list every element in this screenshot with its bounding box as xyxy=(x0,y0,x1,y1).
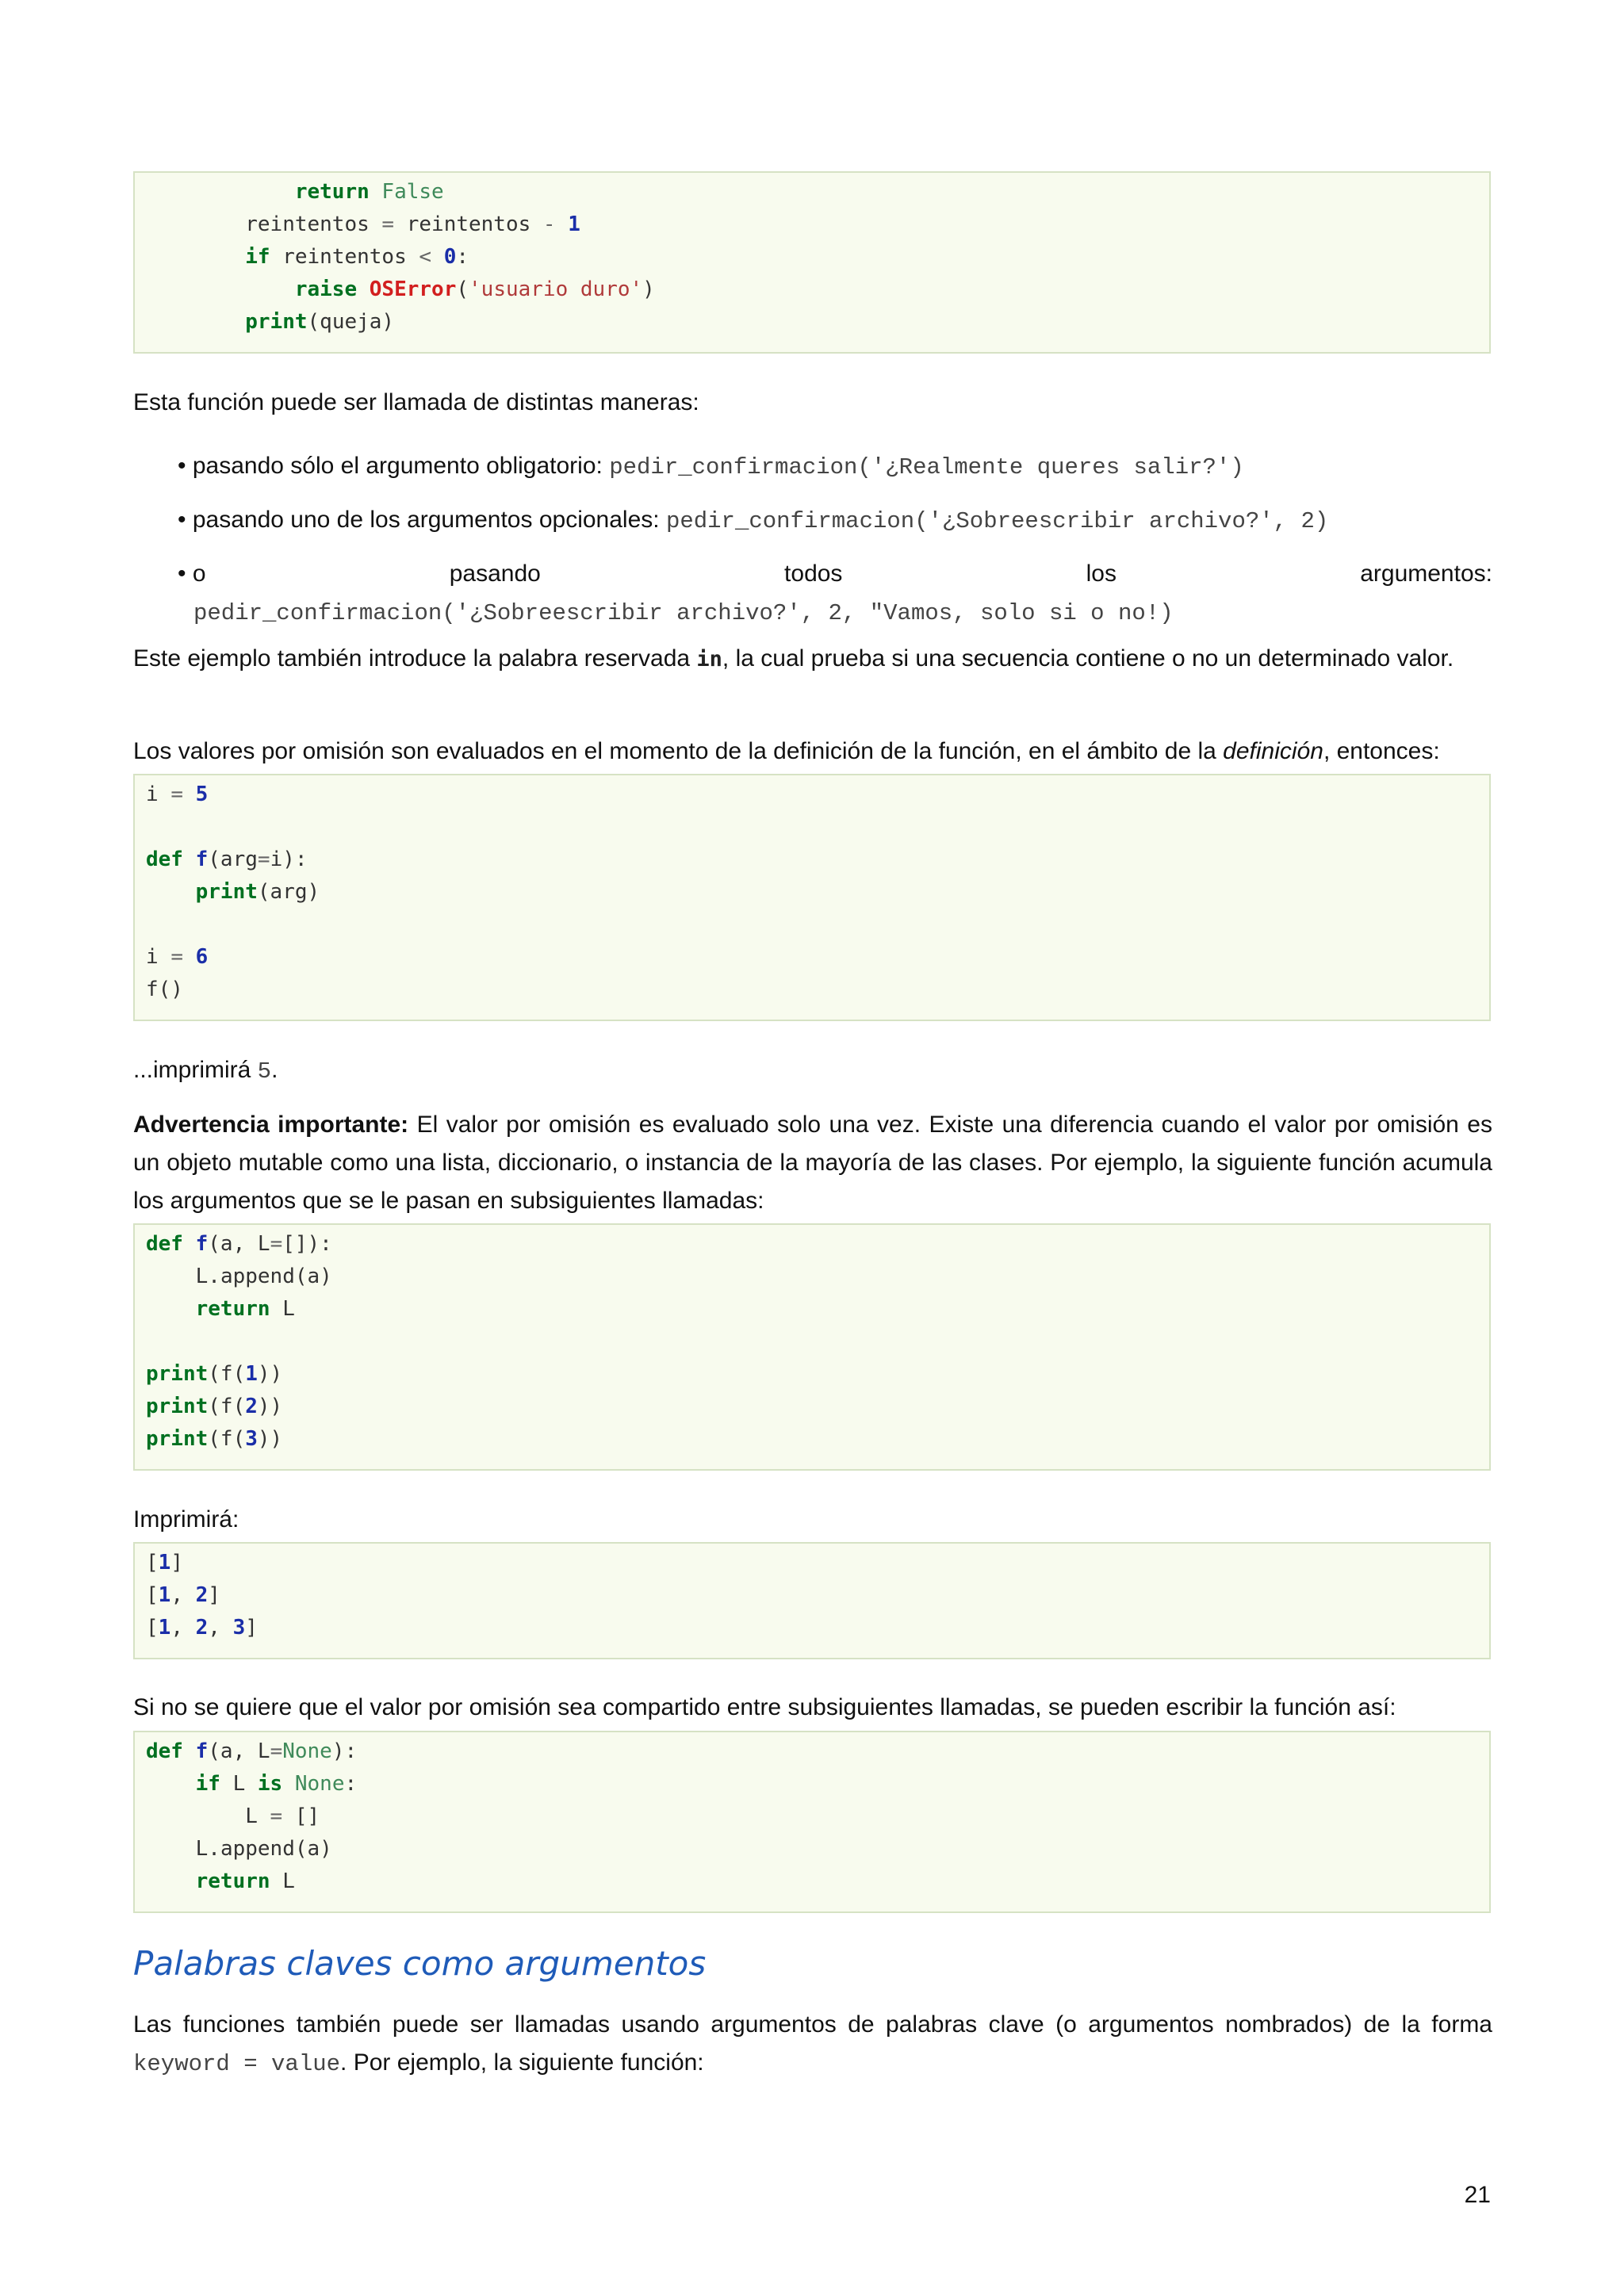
code-token: 1 xyxy=(158,1616,171,1640)
paragraph-prints-5: ...imprimirá 5. xyxy=(133,1057,278,1085)
code-token: = xyxy=(170,783,183,806)
code-token: f xyxy=(195,848,209,871)
code-token: ] xyxy=(245,1616,258,1640)
code-token: ] xyxy=(208,1583,220,1607)
code-line xyxy=(146,1547,183,1579)
code-token: , xyxy=(208,1616,233,1640)
code-line xyxy=(146,876,320,909)
code-token xyxy=(183,848,196,871)
code-line xyxy=(146,1833,332,1866)
paragraph-intro: Esta función puede ser llamada de distintas maneras: xyxy=(133,389,699,415)
code-token: i): xyxy=(270,848,308,871)
bullet-dot-icon: • xyxy=(178,561,193,587)
code-line xyxy=(146,306,394,339)
code-token: print xyxy=(195,880,258,904)
code-token: L xyxy=(270,1869,295,1893)
code-token: = xyxy=(257,848,270,871)
code-token: reintentos xyxy=(394,212,543,236)
code-line xyxy=(146,1423,282,1456)
code-line xyxy=(146,1293,295,1326)
code-token: return xyxy=(294,180,370,204)
code-token xyxy=(282,1772,295,1796)
code-token: ): xyxy=(331,1739,358,1763)
code-line xyxy=(146,1800,320,1833)
list-item-optional-arg: • pasando uno de los argumentos opcionales: pedir_confirmacion('¿Sobreescribir archivo?', 2) xyxy=(178,507,1329,534)
code-token: = xyxy=(270,1232,283,1256)
code-line xyxy=(146,1391,282,1423)
code-token xyxy=(183,1232,196,1256)
bullet-justified-line: • o pasando todos los argumentos: xyxy=(178,561,1492,587)
code-line xyxy=(146,1228,332,1261)
code-token: f xyxy=(195,1739,209,1763)
code-token: )) xyxy=(257,1395,283,1418)
list-item-all-args: • o pasando todos los argumentos: pedir_confirmacion('¿Sobreescribir archivo?', 2, "Vamos, solo si o no!) xyxy=(178,555,1492,633)
code-token: ( xyxy=(456,277,469,301)
code-token: print xyxy=(245,310,308,334)
code-token: L xyxy=(195,1265,209,1288)
code-token: L xyxy=(220,1772,258,1796)
code-line xyxy=(146,1358,282,1391)
code-block-mutable-default xyxy=(133,1223,1491,1471)
code-token: append(a) xyxy=(220,1837,332,1861)
code-token: raise xyxy=(294,277,358,301)
code-token: print xyxy=(146,1395,209,1418)
code-token: 2 xyxy=(195,1583,209,1607)
code-block-default-eval xyxy=(133,774,1491,1021)
code-token xyxy=(556,212,569,236)
code-token: = xyxy=(170,945,183,969)
code-token: i xyxy=(146,783,171,806)
code-token xyxy=(370,180,382,204)
paragraph-imprimira: Imprimirá: xyxy=(133,1506,239,1533)
code-line xyxy=(146,1768,357,1800)
code-token: (arg) xyxy=(257,880,320,904)
code-token: append(a) xyxy=(220,1265,332,1288)
code-token: ] xyxy=(170,1551,183,1575)
code-token: [] xyxy=(282,1804,320,1828)
bullet-dot-icon: • xyxy=(178,453,193,479)
code-token: def xyxy=(146,1232,183,1256)
paragraph-warning: Advertencia importante: El valor por omisión es evaluado solo una vez. Existe una diferencia cuando el valor por omisión es un objeto mutable como una lista, diccionario, o instancia de la mayoría de las clases. Por ejemplo, la siguiente función acumula los argumentos que se le pasan en subsiguientes llamadas: xyxy=(133,1112,1492,1214)
code-token: 2 xyxy=(245,1395,258,1418)
code-block-output xyxy=(133,1542,1491,1659)
code-token: ) xyxy=(642,277,655,301)
code-token: (queja) xyxy=(307,310,395,334)
code-token: )) xyxy=(257,1427,283,1451)
code-token: i xyxy=(146,945,171,969)
page-number: 21 xyxy=(1464,2182,1491,2208)
code-token: (f( xyxy=(208,1362,246,1386)
code-line xyxy=(146,176,444,209)
code-token: print xyxy=(146,1362,209,1386)
paragraph-defaults: Los valores por omisión son evaluados en el momento de la definición de la función, en el ámbito de la definición, entonces: xyxy=(133,738,1440,764)
code-line xyxy=(146,1261,332,1293)
code-token: L xyxy=(270,1297,295,1321)
code-token: 1 xyxy=(568,212,580,236)
code-token: . xyxy=(208,1265,220,1288)
code-token: . xyxy=(208,1837,220,1861)
code-token: def xyxy=(146,1739,183,1763)
code-line xyxy=(146,241,469,274)
code-line xyxy=(146,844,308,876)
code-block-none-default xyxy=(133,1731,1491,1913)
code-token: 1 xyxy=(158,1551,171,1575)
code-line xyxy=(146,974,183,1006)
code-token: L xyxy=(195,1837,209,1861)
code-token: False xyxy=(381,180,444,204)
code-token: = xyxy=(270,1804,283,1828)
code-block-retry xyxy=(133,171,1491,354)
code-token: [ xyxy=(146,1616,159,1640)
code-token: return xyxy=(195,1869,270,1893)
code-token: : xyxy=(344,1772,358,1796)
code-token: None xyxy=(282,1739,332,1763)
code-token: return xyxy=(195,1297,270,1321)
code-token: reintentos xyxy=(270,245,419,269)
paragraph-not-shared: Si no se quiere que el valor por omisión sea compartido entre subsiguientes llamadas, se pueden escribir la función así: xyxy=(133,1694,1396,1720)
code-token: def xyxy=(146,848,183,871)
code-line xyxy=(146,779,208,811)
code-token xyxy=(183,783,196,806)
code-token: (a, L xyxy=(208,1739,270,1763)
code-token: 1 xyxy=(245,1362,258,1386)
code-line xyxy=(146,1735,357,1768)
paragraph-keyword-args: Las funciones también puede ser llamadas usando argumentos de palabras clave (o argumentos nombrados) de la forma keyword = value. Por ejemplo, la siguiente función: xyxy=(133,2011,1492,2077)
code-token xyxy=(431,245,444,269)
code-token: 0 xyxy=(443,245,457,269)
code-token: [ xyxy=(146,1551,159,1575)
list-item-required-arg: • pasando sólo el argumento obligatorio: pedir_confirmacion('¿Realmente queres salir?') xyxy=(178,453,1244,480)
code-line xyxy=(146,941,208,974)
code-line xyxy=(146,1612,258,1644)
code-token: - xyxy=(542,212,556,236)
code-line xyxy=(146,274,655,306)
code-token: f xyxy=(195,1232,209,1256)
code-token: < xyxy=(419,245,432,269)
code-line xyxy=(146,1579,220,1612)
code-token xyxy=(183,1739,196,1763)
code-token xyxy=(183,945,196,969)
code-token: print xyxy=(146,1427,209,1451)
code-token: OSError xyxy=(369,277,457,301)
code-token: L xyxy=(245,1804,270,1828)
code-token: = xyxy=(381,212,395,236)
bullet-dot-icon: • xyxy=(178,507,193,533)
code-token xyxy=(357,277,370,301)
code-token: f() xyxy=(146,978,183,1001)
code-token: 5 xyxy=(195,783,209,806)
code-token: (a, L xyxy=(208,1232,270,1256)
code-token: 3 xyxy=(245,1427,258,1451)
code-token: 1 xyxy=(158,1583,171,1607)
code-token: if xyxy=(195,1772,220,1796)
paragraph-in-keyword: Este ejemplo también introduce la palabra reservada in, la cual prueba si una secuencia contiene o no un determinado valor. xyxy=(133,645,1454,672)
code-token: 'usuario duro' xyxy=(469,277,643,301)
code-token: if xyxy=(245,245,270,269)
section-heading: Palabras claves como argumentos xyxy=(133,1944,707,1983)
code-token: 6 xyxy=(195,945,209,969)
code-token: [ xyxy=(146,1583,159,1607)
code-line xyxy=(146,1866,295,1898)
code-token: (arg xyxy=(208,848,258,871)
code-token: None xyxy=(294,1772,345,1796)
code-token: 2 xyxy=(195,1616,209,1640)
code-token: reintentos xyxy=(245,212,382,236)
code-token: 3 xyxy=(232,1616,246,1640)
code-token: , xyxy=(170,1583,196,1607)
code-token: []): xyxy=(282,1232,332,1256)
code-token: , xyxy=(170,1616,196,1640)
code-token: (f( xyxy=(208,1427,246,1451)
code-token: is xyxy=(257,1772,283,1796)
code-token: = xyxy=(270,1739,283,1763)
code-token: : xyxy=(456,245,469,269)
code-token: (f( xyxy=(208,1395,246,1418)
code-line xyxy=(146,209,580,241)
code-token: )) xyxy=(257,1362,283,1386)
